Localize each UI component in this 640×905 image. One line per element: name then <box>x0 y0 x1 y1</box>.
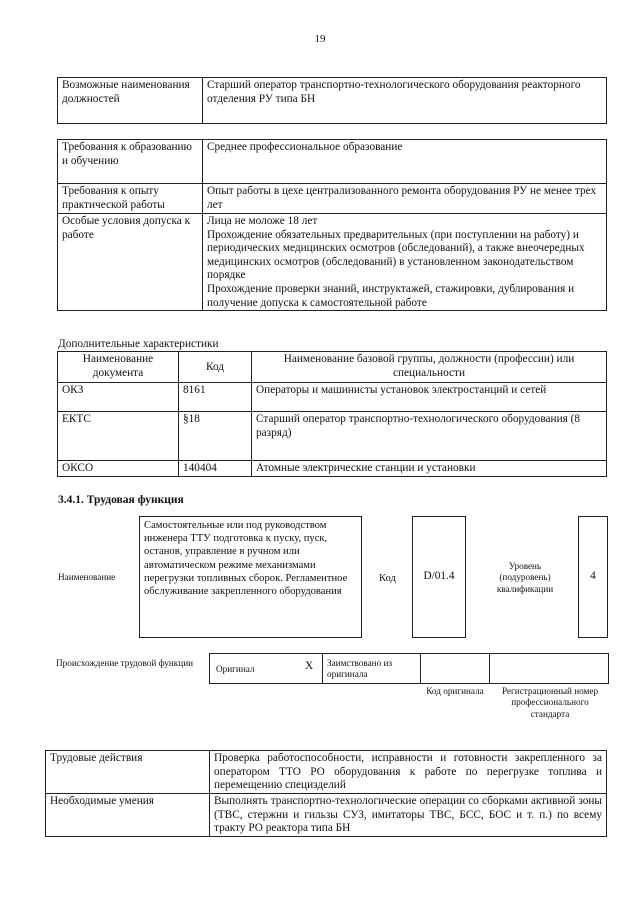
name-label: Наименование <box>58 572 116 582</box>
original-mark: X <box>305 660 314 672</box>
positions-table <box>57 77 607 124</box>
table-row <box>58 78 607 124</box>
positions-label: Возможные наименования должностей <box>58 78 203 124</box>
special-conditions-label: Особые условия допуска к работе <box>58 214 203 311</box>
code-box <box>412 516 466 638</box>
cell-name: Операторы и машинисты установок электростанций и сетей <box>252 383 607 412</box>
table-row <box>58 412 607 461</box>
condition-line: Прохождение проверки знаний, инструктажей, стажировки, дублирования и получение допуска к самостоятельной работе <box>207 282 575 309</box>
skills-value: Выполнять транспортно-технологические операции со сборками активной зоны (ТВС, стержни и гильзы СУЗ, имитаторы ТВС, БСС, БОС и т. п.) по всему тракту РО реактора типа БН <box>210 794 607 837</box>
cell-code: 140404 <box>179 461 252 477</box>
actions-table <box>45 750 607 837</box>
level-label: Уровень (подуровень) квалификации <box>496 561 554 594</box>
original-label: Оригинал <box>216 664 255 674</box>
cell-code: §18 <box>179 412 252 461</box>
positions-value: Старший оператор транспортно-технологического оборудования реакторного отделения РУ типа БН <box>203 78 607 124</box>
table-row <box>46 751 607 794</box>
origin-divider <box>489 653 490 684</box>
special-conditions-value <box>203 214 607 311</box>
table-header-row <box>58 352 607 383</box>
col-header-code: Код <box>179 352 252 383</box>
additional-title: Дополнительные характеристики <box>58 338 219 350</box>
education-value: Среднее профессиональное образование <box>203 140 607 184</box>
borrowed-label: Заимствовано из оригинала <box>327 658 393 680</box>
table-row <box>58 214 607 311</box>
cell-doc: ОКСО <box>58 461 179 477</box>
education-label: Требования к образованию и обучению <box>58 140 203 184</box>
level-value: 4 <box>590 570 596 583</box>
condition-line: Лица не моложе 18 лет <box>207 215 318 227</box>
code-original-caption: Код оригинала <box>426 686 484 696</box>
requirements-table <box>57 139 607 311</box>
condition-line: Прохождение обязательных предварительных (при поступлении на работу) и периодических медицинских осмотров (обследований), а также внеочередных медицинских осмотров (обследований) в установленном законодательством порядке <box>207 228 585 282</box>
function-heading: 3.4.1. Трудовая функция <box>58 494 184 506</box>
origin-label: Происхождение трудовой функции <box>56 658 194 668</box>
level-box <box>578 516 608 638</box>
page-number: 19 <box>314 33 326 45</box>
origin-divider <box>322 653 323 684</box>
function-name-box <box>139 516 362 638</box>
cell-doc: ЕКТС <box>58 412 179 461</box>
table-row <box>58 461 607 477</box>
code-label: Код <box>379 573 396 584</box>
table-row <box>46 794 607 837</box>
col-header-document: Наименование документа <box>58 352 179 383</box>
origin-divider <box>420 653 421 684</box>
cell-code: 8161 <box>179 383 252 412</box>
function-name-value: Самостоятельные или под руководством инженера ТТУ подготовка к пуску, пуск, останов, управление в ручном или автоматическом режиме механизмами перегрузки топливных сборок. Регламентное обслуживание закрепленного оборудования <box>144 520 348 598</box>
cell-name: Атомные электрические станции и установки <box>252 461 607 477</box>
additional-table <box>57 351 607 477</box>
experience-label: Требования к опыту практической работы <box>58 184 203 214</box>
table-row <box>58 140 607 184</box>
table-row <box>58 184 607 214</box>
experience-value: Опыт работы в цехе централизованного ремонта оборудования РУ не менее трех лет <box>203 184 607 214</box>
table-row <box>58 383 607 412</box>
reg-number-caption: Регистрационный номер профессионального стандарта <box>501 686 599 719</box>
actions-value: Проверка работоспособности, исправности и готовности закрепленного за оператором ТТО РО оборудования к работе по перегрузке топлива и перемещению специзделий <box>210 751 607 794</box>
cell-name: Старший оператор транспортно-технологического оборудования (8 разряд) <box>252 412 607 461</box>
col-header-name: Наименование базовой группы, должности (профессии) или специальности <box>252 352 607 383</box>
code-value: D/01.4 <box>423 570 455 583</box>
skills-label: Необходимые умения <box>46 794 210 837</box>
cell-doc: ОКЗ <box>58 383 179 412</box>
actions-label: Трудовые действия <box>46 751 210 794</box>
